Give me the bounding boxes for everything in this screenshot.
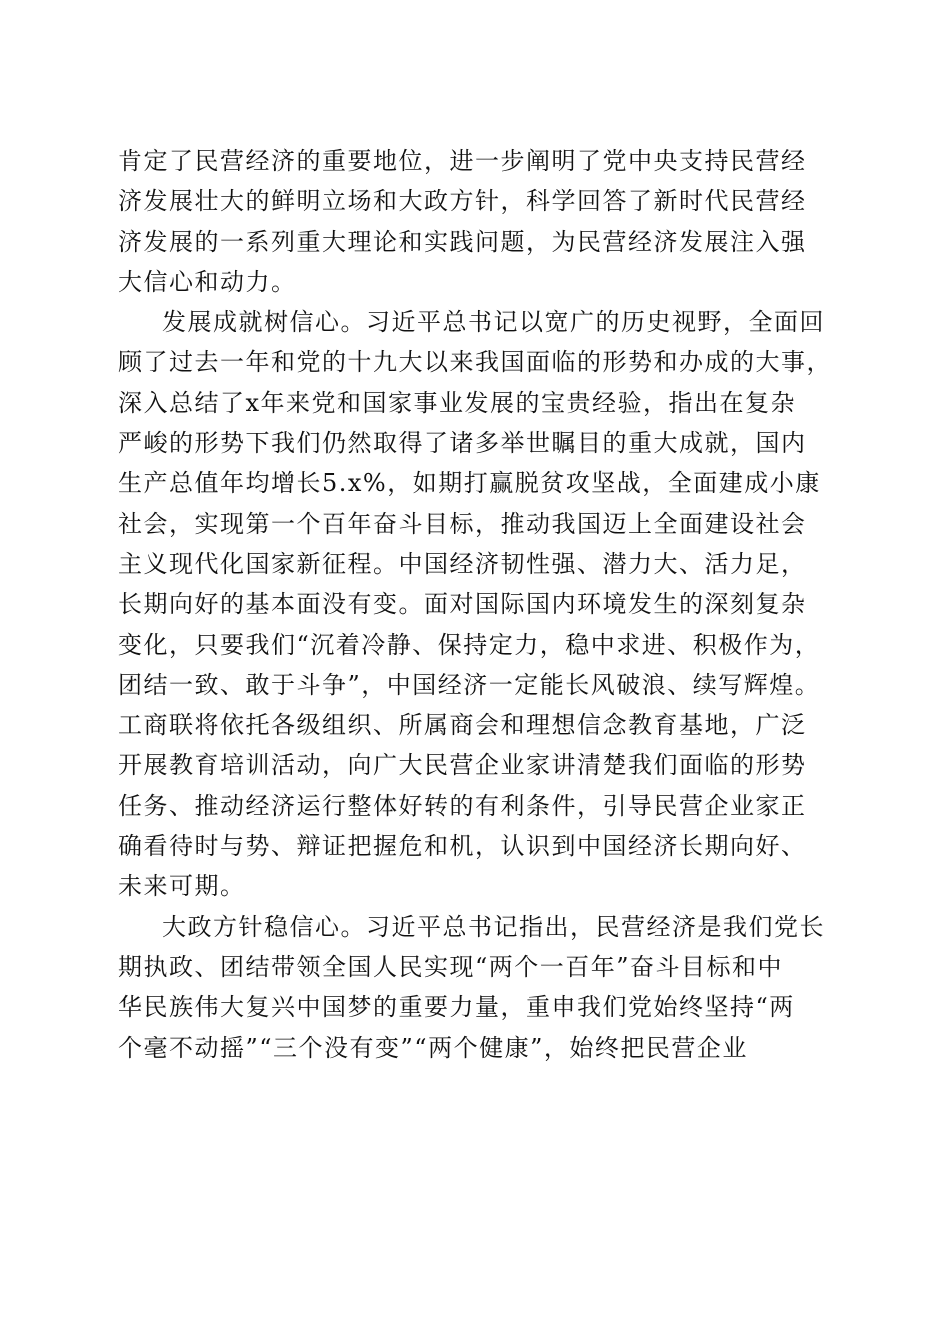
text-line: 深入总结了x年来党和国家事业发展的宝贵经验，指出在复杂 [118, 388, 797, 417]
text-line: 变化，只要我们“沉着冷静、保持定力，稳中求进、积极作为， [118, 630, 821, 659]
text-line: 工商联将依托各级组织、所属商会和理想信念教育基地，广泛 [118, 711, 807, 740]
text-line: 期执政、团结带领全国人民实现“两个一百年”奋斗目标和中 [118, 952, 784, 981]
text-line: 严峻的形势下我们仍然取得了诸多举世瞩目的重大成就，国内 [118, 429, 807, 458]
text-line: 济发展壮大的鲜明立场和大政方针，科学回答了新时代民营经 [118, 187, 807, 216]
text-line: 长期向好的基本面没有变。面对国际国内环境发生的深刻复杂 [118, 590, 807, 619]
text-line: 生产总值年均增长5.x%，如期打赢脱贫攻坚战，全面建成小康 [118, 469, 821, 498]
body-text [118, 141, 838, 1068]
text-line: 主义现代化国家新征程。中国经济韧性强、潜力大、活力足， [118, 549, 807, 578]
text-line: 顾了过去一年和党的十九大以来我国面临的形势和办成的大事， [118, 348, 832, 377]
text-line: 济发展的一系列重大理论和实践问题，为民营经济发展注入强 [118, 227, 807, 256]
text-line: 大信心和动力。 [118, 267, 297, 296]
text-line: 肯定了民营经济的重要地位，进一步阐明了党中央支持民营经 [118, 147, 807, 175]
text-line: 团结一致、敢于斗争”，中国经济一定能长风破浪、续写辉煌。 [118, 670, 821, 699]
text-line: 开展教育培训活动，向广大民营企业家讲清楚我们面临的形势 [118, 751, 807, 780]
text-line: 未来可期。 [118, 872, 246, 901]
text-line: 确看待时与势、辩证把握危和机，认识到中国经济长期向好、 [118, 832, 807, 861]
text-line: 社会，实现第一个百年奋斗目标，推动我国迈上全面建设社会 [118, 509, 807, 538]
text-line: 华民族伟大复兴中国梦的重要力量，重申我们党始终坚持“两 [118, 993, 795, 1022]
paragraph-start-line: 大政方针稳信心。习近平总书记指出，民营经济是我们党长 [162, 912, 825, 941]
text-line: 任务、推动经济运行整体好转的有利条件，引导民营企业家正 [118, 791, 807, 820]
text-line: 个毫不动摇”“三个没有变”“两个健康”，始终把民营企业 [118, 1033, 748, 1062]
paragraph-start-line: 发展成就树信心。习近平总书记以宽广的历史视野，全面回 [162, 308, 825, 337]
